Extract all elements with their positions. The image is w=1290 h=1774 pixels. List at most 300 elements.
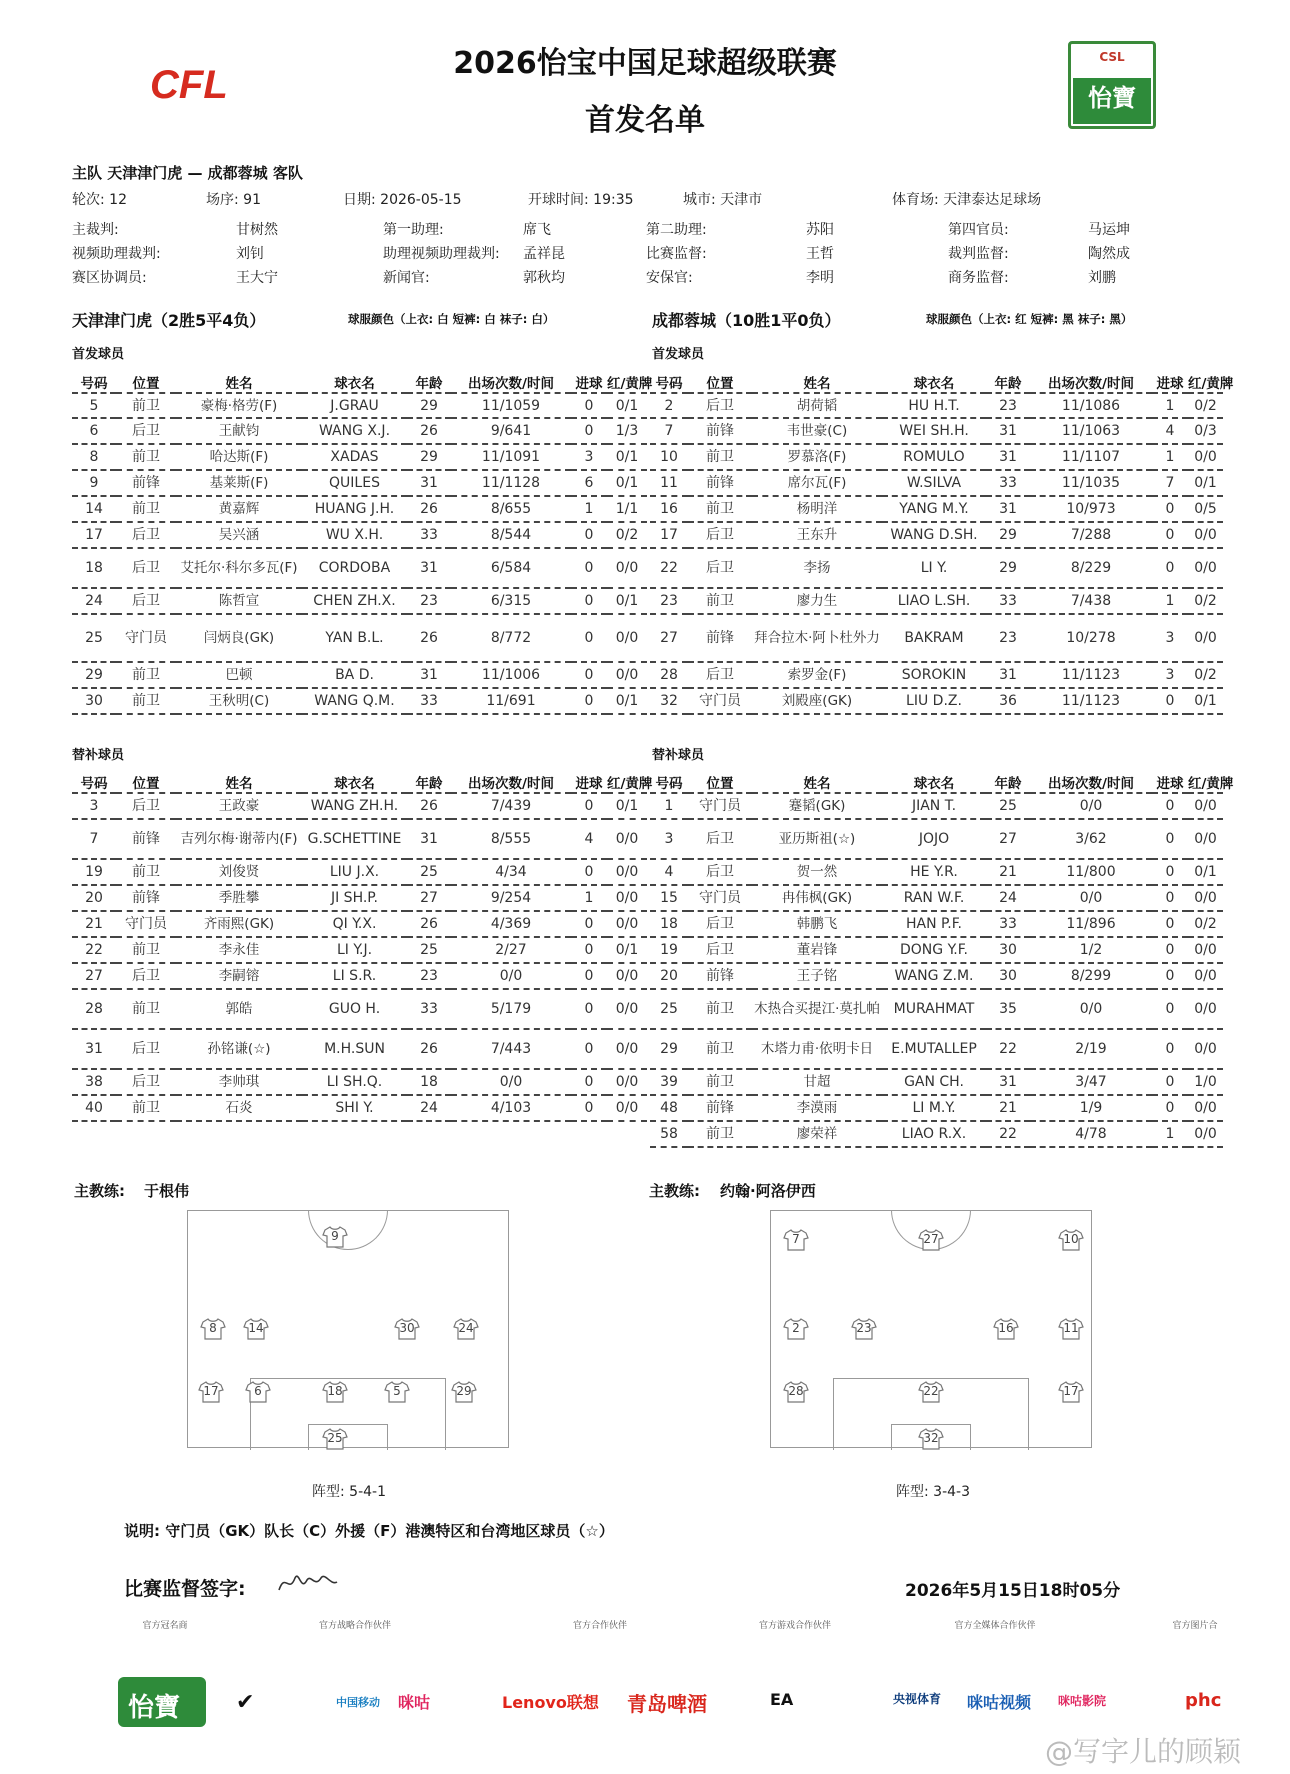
player-age: 29 xyxy=(986,548,1030,588)
column-header: 球衣名 xyxy=(882,372,986,393)
column-header: 红/黄牌 xyxy=(607,772,647,793)
player-number: 4 xyxy=(650,859,688,885)
home-starters-label: 首发球员 xyxy=(72,347,125,362)
player-appearances: 1/9 xyxy=(1030,1095,1152,1121)
away-subs-label: 替补球员 xyxy=(652,748,705,763)
player-number: 6 xyxy=(72,418,116,444)
table-row xyxy=(72,793,647,819)
table-row xyxy=(650,793,1223,819)
player-appearances: 4/78 xyxy=(1030,1121,1152,1147)
player-appearances: 4/369 xyxy=(451,911,571,937)
away-starters-label: 首发球员 xyxy=(652,347,705,362)
player-appearances: 0/0 xyxy=(1030,885,1152,911)
column-header: 球衣名 xyxy=(302,772,407,793)
table-row xyxy=(650,1029,1223,1069)
page-subtitle: 首发名单 xyxy=(585,103,705,138)
table-row xyxy=(72,418,647,444)
signature xyxy=(275,1568,345,1598)
cctv-sports-logo: 央视体育 xyxy=(893,1692,942,1706)
table-row xyxy=(72,588,647,614)
table-row xyxy=(650,1121,1223,1147)
player-number: 16 xyxy=(650,496,688,522)
table-row xyxy=(650,522,1223,548)
player-position: 前锋 xyxy=(688,963,752,989)
match-city: 城市: 天津市 xyxy=(683,192,763,208)
player-appearances: 7/288 xyxy=(1030,522,1152,548)
player-appearances: 4/34 xyxy=(451,859,571,885)
player-position: 后卫 xyxy=(688,937,752,963)
signature-label: 比赛监督签字: xyxy=(124,1578,246,1600)
player-shirt-name: DONG Y.F. xyxy=(882,937,986,963)
watermark: @写字儿的顾颖 xyxy=(1045,1735,1242,1768)
away-team-name: 成都蓉城（10胜1平0负） xyxy=(652,311,841,330)
player-cards: 0/2 xyxy=(1188,393,1223,418)
player-goals: 0 xyxy=(571,911,607,937)
column-header: 年龄 xyxy=(986,772,1030,793)
player-appearances: 1/2 xyxy=(1030,937,1152,963)
player-position: 前卫 xyxy=(116,496,176,522)
table-row xyxy=(650,859,1223,885)
table-row xyxy=(650,885,1223,911)
player-cards: 0/0 xyxy=(1188,793,1223,819)
player-goals: 0 xyxy=(571,588,607,614)
player-position: 前卫 xyxy=(688,444,752,470)
player-cards: 0/1 xyxy=(1188,859,1223,885)
player-number: 27 xyxy=(72,963,116,989)
player-cards: 0/1 xyxy=(607,393,647,418)
player-name: 孙铭谦(☆) xyxy=(176,1029,302,1069)
player-position: 后卫 xyxy=(116,588,176,614)
player-appearances: 0/0 xyxy=(451,963,571,989)
player-number: 11 xyxy=(650,470,688,496)
player-shirt-name: WEI SH.H. xyxy=(882,418,986,444)
official-name: 席飞 xyxy=(523,222,551,238)
player-age: 22 xyxy=(986,1121,1030,1147)
player-name: 刘殿座(GK) xyxy=(752,688,882,714)
player-position: 后卫 xyxy=(688,819,752,859)
player-shirt-number: 18 xyxy=(327,1384,343,1398)
column-header: 出场次数/时间 xyxy=(1030,772,1152,793)
player-position: 守门员 xyxy=(688,885,752,911)
player-shirt-name: WANG Z.M. xyxy=(882,963,986,989)
player-name: 索罗金(F) xyxy=(752,662,882,688)
player-number: 27 xyxy=(650,614,688,662)
player-appearances: 5/179 xyxy=(451,989,571,1029)
official-role: 第一助理: xyxy=(383,222,444,238)
player-name: 齐雨熙(GK) xyxy=(176,911,302,937)
player-shirt-name: GAN CH. xyxy=(882,1069,986,1095)
player-position: 前锋 xyxy=(688,1095,752,1121)
table-row xyxy=(72,470,647,496)
player-name: 吉列尔梅·谢蒂内(F) xyxy=(176,819,302,859)
player-number: 22 xyxy=(72,937,116,963)
player-cards: 0/1 xyxy=(1188,470,1223,496)
player-appearances: 2/27 xyxy=(451,937,571,963)
player-position: 前锋 xyxy=(688,418,752,444)
player-number: 40 xyxy=(72,1095,116,1121)
goal-area xyxy=(308,1424,388,1450)
player-age: 25 xyxy=(407,859,451,885)
table-row xyxy=(650,1069,1223,1095)
column-header: 出场次数/时间 xyxy=(451,372,571,393)
table-row xyxy=(72,444,647,470)
column-header: 进球 xyxy=(571,372,607,393)
official-name: 甘树然 xyxy=(236,222,278,238)
player-position: 前卫 xyxy=(688,1029,752,1069)
player-age: 25 xyxy=(986,793,1030,819)
table-row xyxy=(650,588,1223,614)
player-goals: 0 xyxy=(571,989,607,1029)
player-age: 31 xyxy=(986,418,1030,444)
player-shirt-number: 5 xyxy=(393,1384,401,1398)
official-role: 比赛监督: xyxy=(646,246,707,262)
player-appearances: 0/0 xyxy=(1030,793,1152,819)
player-position: 前锋 xyxy=(116,819,176,859)
player-shirt-icon xyxy=(1058,1229,1084,1251)
csl-logo-top: CSL xyxy=(1099,50,1125,64)
official-name: 刘鹏 xyxy=(1088,270,1116,286)
player-shirt-name: LI Y.J. xyxy=(302,937,407,963)
match-teams: 主队 天津津门虎 — 成都蓉城 客队 xyxy=(72,164,303,182)
player-position: 后卫 xyxy=(688,911,752,937)
player-shirt-name: HAN P.F. xyxy=(882,911,986,937)
player-shirt-name: LIAO L.SH. xyxy=(882,588,986,614)
sponsor-label-strategic: 官方战略合作伙伴 xyxy=(318,1621,391,1631)
player-appearances: 6/584 xyxy=(451,548,571,588)
player-number: 9 xyxy=(72,470,116,496)
player-name: 罗慕洛(F) xyxy=(752,444,882,470)
away-pitch xyxy=(770,1210,1092,1448)
player-age: 36 xyxy=(986,688,1030,714)
player-position: 后卫 xyxy=(116,793,176,819)
player-number: 29 xyxy=(650,1029,688,1069)
player-position: 前卫 xyxy=(688,1069,752,1095)
player-name: 吴兴涵 xyxy=(176,522,302,548)
player-position: 前卫 xyxy=(688,1121,752,1147)
player-position: 前卫 xyxy=(116,859,176,885)
table-row xyxy=(650,496,1223,522)
player-shirt-number: 28 xyxy=(788,1384,804,1398)
player-shirt-icon xyxy=(918,1428,944,1450)
player-age: 33 xyxy=(986,470,1030,496)
column-header: 年龄 xyxy=(986,372,1030,393)
sponsor-label-game: 官方游戏合作伙伴 xyxy=(758,1621,831,1631)
player-name: 哈达斯(F) xyxy=(176,444,302,470)
player-cards: 0/0 xyxy=(607,911,647,937)
player-shirt-name: WU X.H. xyxy=(302,522,407,548)
player-age: 26 xyxy=(407,911,451,937)
player-number: 18 xyxy=(72,548,116,588)
player-shirt-icon xyxy=(783,1229,809,1251)
player-cards: 0/0 xyxy=(1188,1121,1223,1147)
player-goals: 0 xyxy=(1152,989,1188,1029)
player-number: 39 xyxy=(650,1069,688,1095)
player-name: 王东升 xyxy=(752,522,882,548)
player-appearances: 7/439 xyxy=(451,793,571,819)
player-goals: 0 xyxy=(1152,496,1188,522)
player-position: 后卫 xyxy=(116,548,176,588)
column-header: 姓名 xyxy=(752,772,882,793)
player-number: 18 xyxy=(650,911,688,937)
player-number: 25 xyxy=(72,614,116,662)
player-shirt-name: WANG Q.M. xyxy=(302,688,407,714)
csl-logo-text: 怡寶 xyxy=(1073,78,1151,124)
player-position: 守门员 xyxy=(688,793,752,819)
player-shirt-number: 16 xyxy=(998,1321,1014,1335)
player-appearances: 9/641 xyxy=(451,418,571,444)
column-header: 位置 xyxy=(688,772,752,793)
sponsor-label-media: 官方全媒体合作伙伴 xyxy=(954,1621,1036,1631)
player-position: 前卫 xyxy=(688,989,752,1029)
player-cards: 0/2 xyxy=(1188,662,1223,688)
player-cards: 0/0 xyxy=(1188,989,1223,1029)
player-shirt-name: QUILES xyxy=(302,470,407,496)
player-number: 19 xyxy=(650,937,688,963)
player-number: 8 xyxy=(72,444,116,470)
player-number: 58 xyxy=(650,1121,688,1147)
player-cards: 0/1 xyxy=(607,688,647,714)
player-number: 14 xyxy=(72,496,116,522)
player-position: 后卫 xyxy=(116,522,176,548)
table-row xyxy=(650,819,1223,859)
player-shirt-name: LIU J.X. xyxy=(302,859,407,885)
photo-partner-logo: phc xyxy=(1185,1690,1222,1711)
page-title: 2026怡宝中国足球超级联赛 xyxy=(453,46,837,81)
player-shirt-name: LI SH.Q. xyxy=(302,1069,407,1095)
player-name: 杨明洋 xyxy=(752,496,882,522)
player-name: 王献钧 xyxy=(176,418,302,444)
player-number: 15 xyxy=(650,885,688,911)
player-shirt-number: 27 xyxy=(923,1232,939,1246)
table-row xyxy=(650,548,1223,588)
player-goals: 0 xyxy=(1152,522,1188,548)
player-number: 1 xyxy=(650,793,688,819)
official-name: 陶然成 xyxy=(1088,246,1130,262)
official-role: 赛区协调员: xyxy=(72,270,147,286)
player-name: 胡荷韬 xyxy=(752,393,882,418)
player-cards: 0/2 xyxy=(607,522,647,548)
table-row xyxy=(72,859,647,885)
official-name: 马运坤 xyxy=(1088,222,1130,238)
column-header: 号码 xyxy=(650,772,688,793)
player-position: 前卫 xyxy=(116,688,176,714)
player-number: 5 xyxy=(72,393,116,418)
player-goals: 0 xyxy=(1152,1029,1188,1069)
player-cards: 0/0 xyxy=(1188,937,1223,963)
player-age: 24 xyxy=(407,1095,451,1121)
player-number: 2 xyxy=(650,393,688,418)
column-header: 姓名 xyxy=(176,772,302,793)
player-age: 26 xyxy=(407,418,451,444)
player-goals: 0 xyxy=(571,548,607,588)
player-name: 闫炳良(GK) xyxy=(176,614,302,662)
player-goals: 0 xyxy=(1152,1095,1188,1121)
migu-logo: 咪咕 xyxy=(398,1693,431,1712)
table-row xyxy=(72,496,647,522)
player-shirt-name: LI M.Y. xyxy=(882,1095,986,1121)
player-shirt-icon xyxy=(322,1226,348,1248)
player-shirt-number: 25 xyxy=(327,1431,343,1445)
column-header: 球衣名 xyxy=(882,772,986,793)
table-row xyxy=(72,393,647,418)
player-goals: 0 xyxy=(1152,793,1188,819)
official-role: 新闻官: xyxy=(383,270,430,286)
player-cards: 0/0 xyxy=(607,885,647,911)
official-name: 苏阳 xyxy=(806,222,834,238)
player-shirt-name: W.SILVA xyxy=(882,470,986,496)
official-role: 安保官: xyxy=(646,270,693,286)
player-position: 前卫 xyxy=(116,393,176,418)
away-coach: 约翰·阿洛伊西 xyxy=(720,1182,816,1200)
column-header: 位置 xyxy=(116,372,176,393)
column-header: 进球 xyxy=(1152,772,1188,793)
table-row xyxy=(72,548,647,588)
official-role: 主裁判: xyxy=(72,222,119,238)
official-role: 商务监督: xyxy=(948,270,1009,286)
player-shirt-name: YAN B.L. xyxy=(302,614,407,662)
player-name: 甘超 xyxy=(752,1069,882,1095)
player-shirt-name: QI Y.X. xyxy=(302,911,407,937)
player-age: 27 xyxy=(986,819,1030,859)
player-shirt-number: 10 xyxy=(1063,1232,1079,1246)
player-shirt-name: HU H.T. xyxy=(882,393,986,418)
player-age: 26 xyxy=(407,614,451,662)
player-shirt-name: BAKRAM xyxy=(882,614,986,662)
lenovo-logo: Lenovo联想 xyxy=(502,1693,599,1712)
player-name: 李嗣镕 xyxy=(176,963,302,989)
player-goals: 0 xyxy=(1152,937,1188,963)
player-shirt-name: XADAS xyxy=(302,444,407,470)
official-role: 助理视频助理裁判: xyxy=(383,246,500,262)
player-number: 22 xyxy=(650,548,688,588)
migu-cinema-logo: 咪咕影院 xyxy=(1058,1694,1107,1708)
player-name: 巴顿 xyxy=(176,662,302,688)
player-shirt-number: 7 xyxy=(792,1232,800,1246)
player-goals: 1 xyxy=(1152,444,1188,470)
player-name: 郭皓 xyxy=(176,989,302,1029)
column-header: 姓名 xyxy=(176,372,302,393)
player-appearances: 8/229 xyxy=(1030,548,1152,588)
player-goals: 3 xyxy=(571,444,607,470)
player-number: 7 xyxy=(72,819,116,859)
player-goals: 0 xyxy=(571,937,607,963)
player-shirt-name: LI S.R. xyxy=(302,963,407,989)
player-age: 31 xyxy=(986,1069,1030,1095)
home-formation: 阵型: 5-4-1 xyxy=(312,1484,386,1500)
official-role: 第二助理: xyxy=(646,222,707,238)
player-goals: 0 xyxy=(1152,859,1188,885)
player-shirt-name: G.SCHETTINE xyxy=(302,819,407,859)
player-name: 拜合拉木·阿卜杜外力 xyxy=(752,614,882,662)
home-subs-label: 替补球员 xyxy=(72,748,125,763)
player-appearances: 8/544 xyxy=(451,522,571,548)
player-goals: 0 xyxy=(571,1095,607,1121)
player-age: 26 xyxy=(407,793,451,819)
player-name: 刘俊贤 xyxy=(176,859,302,885)
table-row xyxy=(650,444,1223,470)
player-goals: 1 xyxy=(571,496,607,522)
table-row xyxy=(72,688,647,714)
player-cards: 0/1 xyxy=(607,470,647,496)
player-number: 48 xyxy=(650,1095,688,1121)
away-starters-table xyxy=(650,372,1234,715)
player-cards: 0/0 xyxy=(1188,444,1223,470)
table-row xyxy=(72,662,647,688)
away-coach-label: 主教练: xyxy=(649,1182,700,1200)
player-shirt-name: JIAN T. xyxy=(882,793,986,819)
player-name: 李扬 xyxy=(752,548,882,588)
player-position: 前锋 xyxy=(116,885,176,911)
player-age: 18 xyxy=(407,1069,451,1095)
player-name: 黄嘉辉 xyxy=(176,496,302,522)
player-name: 季胜攀 xyxy=(176,885,302,911)
table-row xyxy=(72,819,647,859)
table-row xyxy=(72,937,647,963)
player-position: 前卫 xyxy=(688,588,752,614)
home-starters-table xyxy=(72,372,653,715)
player-name: 木塔力甫·依明卡日 xyxy=(752,1029,882,1069)
player-cards: 0/3 xyxy=(1188,418,1223,444)
player-appearances: 3/62 xyxy=(1030,819,1152,859)
player-cards: 0/0 xyxy=(607,1069,647,1095)
away-subs-table xyxy=(650,772,1234,1148)
player-position: 前卫 xyxy=(116,444,176,470)
player-position: 后卫 xyxy=(688,859,752,885)
player-number: 28 xyxy=(72,989,116,1029)
official-role: 裁判监督: xyxy=(948,246,1009,262)
player-goals: 0 xyxy=(1152,911,1188,937)
player-shirt-icon xyxy=(322,1428,348,1450)
player-cards: 0/1 xyxy=(607,937,647,963)
player-goals: 0 xyxy=(1152,963,1188,989)
player-position: 前卫 xyxy=(116,989,176,1029)
player-cards: 0/0 xyxy=(1188,1095,1223,1121)
player-position: 守门员 xyxy=(116,614,176,662)
column-header: 号码 xyxy=(72,772,116,793)
column-header: 号码 xyxy=(72,372,116,393)
player-age: 29 xyxy=(407,444,451,470)
player-shirt-icon xyxy=(851,1318,877,1340)
match-round: 轮次: 12 xyxy=(72,192,127,208)
player-appearances: 2/19 xyxy=(1030,1029,1152,1069)
player-appearances: 7/443 xyxy=(451,1029,571,1069)
player-shirt-name: MURAHMAT xyxy=(882,989,986,1029)
player-number: 23 xyxy=(650,588,688,614)
player-name: 席尔瓦(F) xyxy=(752,470,882,496)
player-shirt-number: 8 xyxy=(209,1321,217,1335)
player-appearances: 11/691 xyxy=(451,688,571,714)
player-name: 木热合买提江·莫扎帕 xyxy=(752,989,882,1029)
official-name: 孟祥昆 xyxy=(523,246,565,262)
player-shirt-name: HE Y.R. xyxy=(882,859,986,885)
player-appearances: 11/1059 xyxy=(451,393,571,418)
table-row xyxy=(72,1095,647,1121)
player-cards: 0/0 xyxy=(1188,1029,1223,1069)
player-name: 李漠雨 xyxy=(752,1095,882,1121)
player-shirt-number: 14 xyxy=(248,1321,264,1335)
player-shirt-icon xyxy=(783,1318,809,1340)
migu-video-logo: 咪咕视频 xyxy=(967,1693,1032,1712)
column-header: 位置 xyxy=(116,772,176,793)
player-age: 30 xyxy=(986,937,1030,963)
player-age: 33 xyxy=(986,588,1030,614)
player-shirt-number: 2 xyxy=(792,1321,800,1335)
player-number: 17 xyxy=(650,522,688,548)
home-kit: 球服颜色（上衣: 白 短裤: 白 袜子: 白） xyxy=(348,312,555,326)
player-goals: 0 xyxy=(571,1069,607,1095)
player-appearances: 8/772 xyxy=(451,614,571,662)
player-goals: 0 xyxy=(571,522,607,548)
